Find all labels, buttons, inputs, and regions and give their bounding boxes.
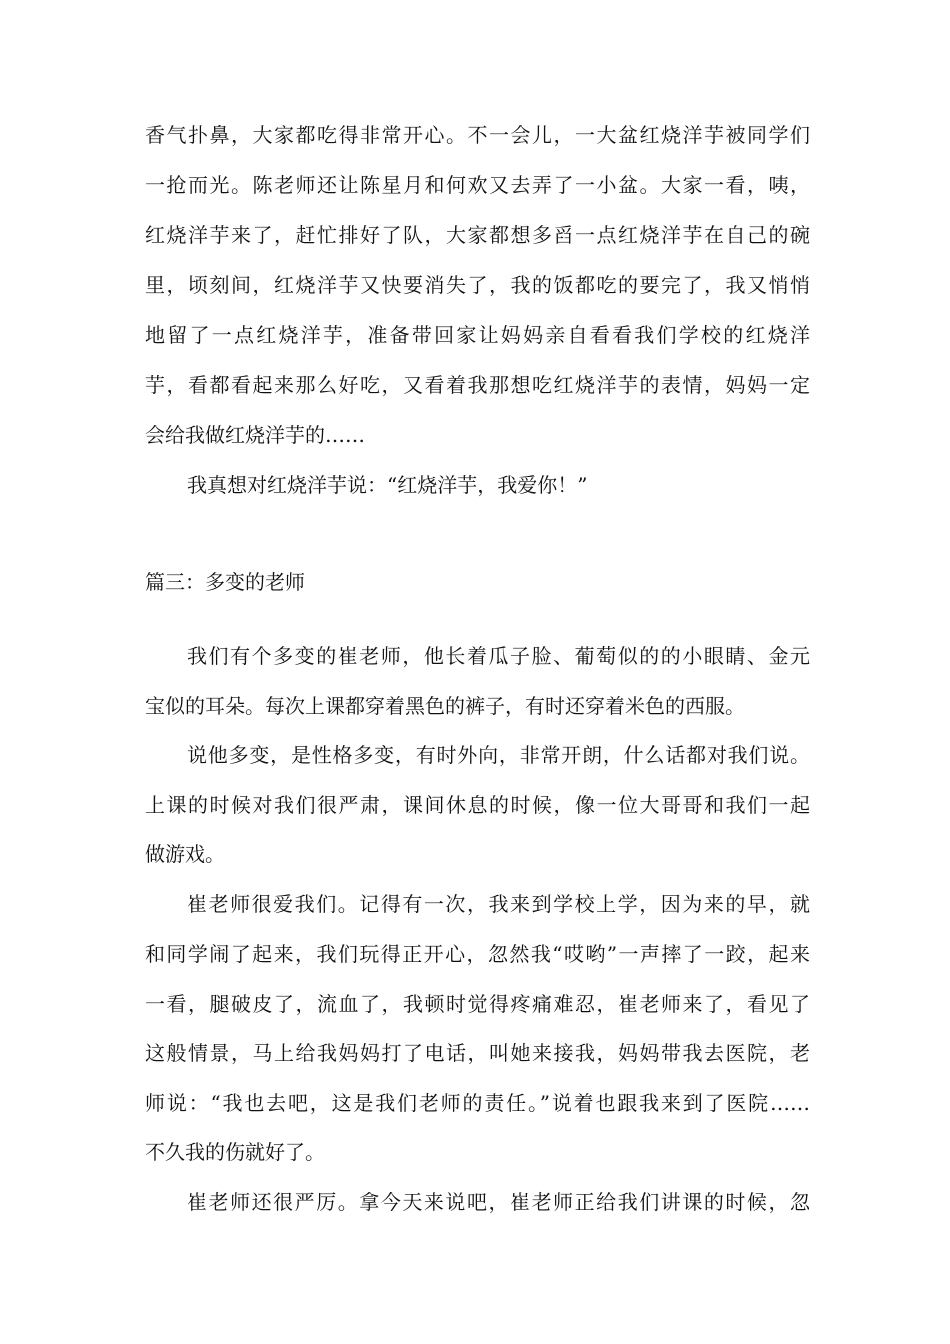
text-line: 上课的时候对我们很严肃，课间休息的时候，像一位大哥哥和我们一起: [145, 793, 810, 817]
text-line: 会给我做红烧洋芋的……: [145, 423, 365, 447]
text-line: 芋，看都看起来那么好吃，又看着我那想吃红烧洋芋的表情，妈妈一定: [145, 373, 810, 397]
paragraph-line: 我真想对红烧洋芋说：“红烧洋芋，我爱你！”: [187, 473, 588, 497]
text-line: 香气扑鼻，大家都吃得非常开心。不一会儿，一大盆红烧洋芋被同学们: [145, 123, 810, 147]
paragraph-line: 崔老师还很严厉。拿今天来说吧，崔老师正给我们讲课的时候，忽: [187, 1190, 810, 1214]
text-line: 一抢而光。陈老师还让陈星月和何欢又去弄了一小盆。大家一看，咦，: [145, 173, 810, 197]
text-line: 里，顷刻间，红烧洋芋又快要消失了，我的饭都吃的要完了，我又悄悄: [145, 273, 810, 297]
section-title: 篇三：多变的老师: [145, 570, 305, 594]
text-line: 红烧洋芋来了，赶忙排好了队，大家都想多舀一点红烧洋芋在自己的碗: [145, 223, 810, 247]
paragraph-line: 说他多变，是性格多变，有时外向，非常开朗，什么话都对我们说。: [187, 743, 810, 767]
text-line: 一看，腿破皮了，流血了，我顿时觉得疼痛难忍，崔老师来了，看见了: [145, 992, 810, 1016]
text-line: 地留了一点红烧洋芋，准备带回家让妈妈亲自看看我们学校的红烧洋: [145, 323, 810, 347]
paragraph-line: 崔老师很爱我们。记得有一次，我来到学校上学，因为来的早，就: [187, 892, 810, 916]
text-line: 这般情景，马上给我妈妈打了电话，叫她来接我，妈妈带我去医院，老: [145, 1041, 810, 1065]
text-line: 做游戏。: [145, 842, 225, 866]
text-line: 师说：“我也去吧，这是我们老师的责任。”说着也跟我来到了医院……: [145, 1091, 810, 1115]
text-line: 和同学闹了起来，我们玩得正开心，忽然我“哎哟”一声摔了一跤，起来: [145, 942, 810, 966]
paragraph-line: 我们有个多变的崔老师，他长着瓜子脸、葡萄似的的小眼睛、金元: [187, 644, 810, 668]
text-line: 不久我的伤就好了。: [145, 1140, 325, 1164]
text-line: 宝似的耳朵。每次上课都穿着黑色的裤子，有时还穿着米色的西服。: [145, 694, 745, 718]
